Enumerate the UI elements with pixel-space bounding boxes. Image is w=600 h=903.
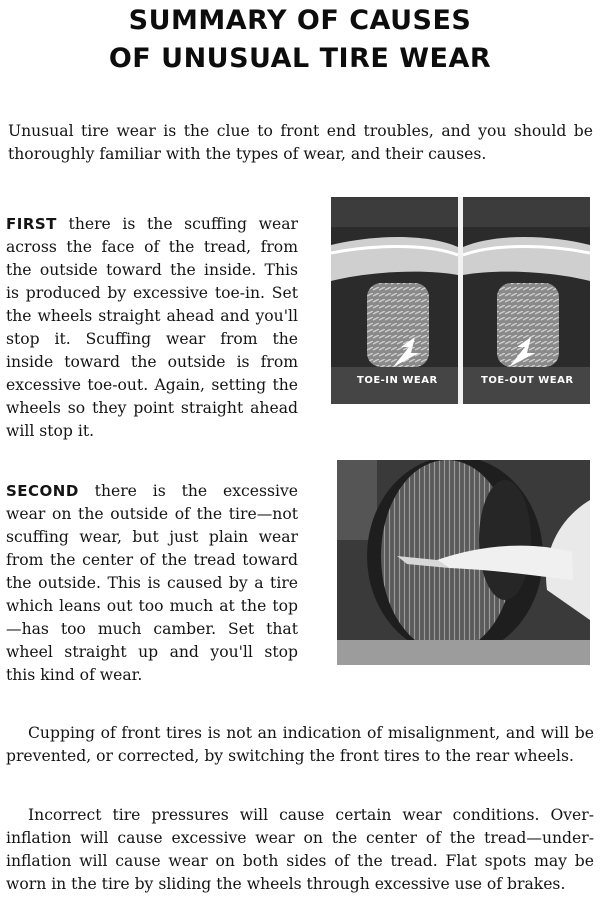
second-cause-text: there is the excessive wear on the outside of the tire—not scuffing wear, but just plain wear from the center of the tread toward the outside. This is caused by a tire which leans out too much at the top—has too much camber. Set that wheel straight up and you'll stop this kind of wear. (6, 481, 298, 684)
second-lead-word: SECOND (6, 481, 79, 500)
first-cause-paragraph (6, 213, 298, 443)
camber-wear-photo (337, 460, 590, 665)
second-cause-paragraph (6, 480, 298, 687)
intro-paragraph: Unusual tire wear is the clue to front end troubles, and you should be thoroughly familiar with the types of wear, and their causes. (8, 121, 593, 163)
first-lead-word: FIRST (6, 214, 57, 233)
camber-wear-illustration (337, 460, 590, 665)
first-cause-text: there is the scuffing wear across the face of the tread, from the outside toward the inside. This is produced by excessive toe-in. Set the wheels straight ahead and you'll stop it. Scuffing wear from the inside toward the outside is from excessive toe-out. Again, setting the wheels so they point straight ahead will stop it. (6, 214, 298, 440)
toe-out-wear-label: TOE-OUT WEAR (481, 375, 574, 386)
toe-wear-illustration (331, 197, 590, 404)
title-line-2: OF UNUSUAL TIRE WEAR (108, 43, 492, 74)
page-title (0, 2, 600, 78)
toe-in-wear-label: TOE-IN WEAR (357, 375, 438, 386)
title-line-1: SUMMARY OF CAUSES (128, 5, 472, 36)
cupping-paragraph: Cupping of front tires is not an indication of misalignment, and will be prevented, or corrected, by switching the front tires to the rear wheels. (6, 723, 594, 765)
toe-wear-photo (331, 197, 590, 404)
tire-pressure-paragraph: Incorrect tire pressures will cause certain wear conditions. Over-inflation will cause excessive wear on the center of the tread—under-inflation will cause wear on both sides of the tread. Flat spots may be worn in the tire by sliding the wheels through excessive use of brakes. (6, 805, 594, 893)
